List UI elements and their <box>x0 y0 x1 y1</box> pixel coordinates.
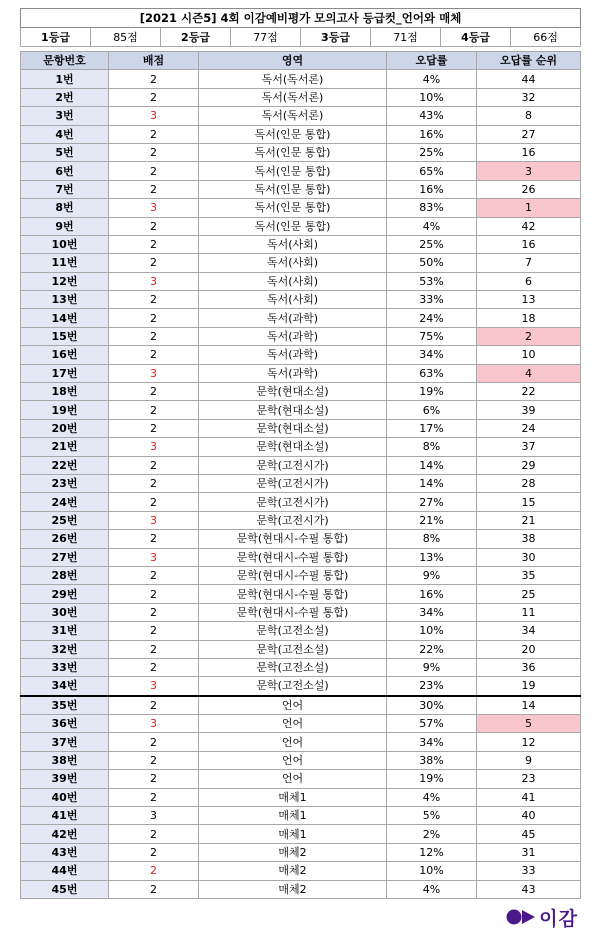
area-cell: 문학(고전시가) <box>199 493 387 511</box>
points-cell: 3 <box>109 677 199 696</box>
points-cell: 2 <box>109 640 199 658</box>
grade-1-score: 85점 <box>91 28 161 47</box>
table-row <box>21 346 581 364</box>
wrong-rate-cell: 6% <box>387 401 477 419</box>
wrong-rank-cell: 16 <box>477 235 581 253</box>
question-number-cell: 1번 <box>21 70 109 88</box>
table-row <box>21 548 581 566</box>
wrong-rank-cell: 35 <box>477 566 581 584</box>
wrong-rank-cell: 14 <box>477 696 581 715</box>
wrong-rate-cell: 9% <box>387 658 477 676</box>
table-row <box>21 438 581 456</box>
question-number-cell: 44번 <box>21 862 109 880</box>
table-row <box>21 364 581 382</box>
wrong-rate-cell: 33% <box>387 291 477 309</box>
area-cell: 매체1 <box>199 807 387 825</box>
wrong-rate-cell: 4% <box>387 217 477 235</box>
points-cell: 2 <box>109 309 199 327</box>
points-cell: 2 <box>109 474 199 492</box>
wrong-rank-cell: 37 <box>477 438 581 456</box>
table-row <box>21 88 581 106</box>
wrong-rate-cell: 13% <box>387 548 477 566</box>
wrong-rate-cell: 4% <box>387 880 477 898</box>
table-row <box>21 862 581 880</box>
logo-text: 이감 <box>539 907 578 930</box>
wrong-rate-cell: 17% <box>387 419 477 437</box>
question-number-cell: 35번 <box>21 696 109 715</box>
area-cell: 독서(독서론) <box>199 70 387 88</box>
area-cell: 문학(현대시-수필 통합) <box>199 548 387 566</box>
wrong-rank-cell: 41 <box>477 788 581 806</box>
area-cell: 문학(현대시-수필 통합) <box>199 603 387 621</box>
area-cell: 언어 <box>199 696 387 715</box>
points-cell: 2 <box>109 788 199 806</box>
area-cell: 독서(사회) <box>199 254 387 272</box>
question-number-cell: 12번 <box>21 272 109 290</box>
wrong-rank-cell: 23 <box>477 770 581 788</box>
question-number-cell: 30번 <box>21 603 109 621</box>
wrong-rank-cell: 11 <box>477 603 581 621</box>
title-row <box>21 9 581 28</box>
wrong-rate-cell: 4% <box>387 788 477 806</box>
wrong-rate-cell: 19% <box>387 770 477 788</box>
table-row <box>21 770 581 788</box>
question-number-cell: 3번 <box>21 107 109 125</box>
question-number-cell: 27번 <box>21 548 109 566</box>
question-number-cell: 40번 <box>21 788 109 806</box>
area-cell: 문학(현대시-수필 통합) <box>199 585 387 603</box>
table-row <box>21 640 581 658</box>
wrong-rate-cell: 4% <box>387 70 477 88</box>
area-cell: 독서(독서론) <box>199 88 387 106</box>
wrong-rank-cell: 33 <box>477 862 581 880</box>
wrong-rate-cell: 23% <box>387 677 477 696</box>
wrong-rank-cell: 29 <box>477 456 581 474</box>
table-row <box>21 327 581 345</box>
grade-4-label: 4등급 <box>441 28 511 47</box>
wrong-rate-cell: 65% <box>387 162 477 180</box>
wrong-rank-cell: 21 <box>477 511 581 529</box>
table-row <box>21 70 581 88</box>
area-cell: 문학(현대시-수필 통합) <box>199 566 387 584</box>
table-row <box>21 474 581 492</box>
area-cell: 매체2 <box>199 880 387 898</box>
wrong-rank-cell: 7 <box>477 254 581 272</box>
points-cell: 3 <box>109 272 199 290</box>
wrong-rate-cell: 9% <box>387 566 477 584</box>
question-table <box>20 51 581 899</box>
points-cell: 2 <box>109 862 199 880</box>
points-cell: 2 <box>109 696 199 715</box>
grade-3-label: 3등급 <box>301 28 371 47</box>
wrong-rate-cell: 83% <box>387 199 477 217</box>
wrong-rank-cell: 15 <box>477 493 581 511</box>
header-wrong-rank: 오답률 순위 <box>477 52 581 70</box>
area-cell: 언어 <box>199 770 387 788</box>
wrong-rank-cell: 31 <box>477 843 581 861</box>
points-cell: 2 <box>109 622 199 640</box>
wrong-rank-cell: 42 <box>477 217 581 235</box>
table-row <box>21 733 581 751</box>
table-row <box>21 696 581 715</box>
question-number-cell: 10번 <box>21 235 109 253</box>
points-cell: 2 <box>109 346 199 364</box>
points-cell: 2 <box>109 603 199 621</box>
area-cell: 독서(과학) <box>199 327 387 345</box>
table-row <box>21 603 581 621</box>
area-cell: 문학(고전시가) <box>199 511 387 529</box>
table-row <box>21 715 581 733</box>
wrong-rank-cell: 22 <box>477 383 581 401</box>
wrong-rank-cell: 38 <box>477 530 581 548</box>
area-cell: 독서(과학) <box>199 346 387 364</box>
wrong-rank-cell: 5 <box>477 715 581 733</box>
table-header-row <box>21 52 581 70</box>
question-number-cell: 37번 <box>21 733 109 751</box>
question-number-cell: 41번 <box>21 807 109 825</box>
area-cell: 독서(인문 통합) <box>199 217 387 235</box>
wrong-rate-cell: 21% <box>387 511 477 529</box>
area-cell: 문학(현대소설) <box>199 401 387 419</box>
wrong-rate-cell: 38% <box>387 751 477 769</box>
table-row <box>21 456 581 474</box>
wrong-rate-cell: 5% <box>387 807 477 825</box>
area-cell: 독서(인문 통합) <box>199 125 387 143</box>
points-cell: 2 <box>109 70 199 88</box>
wrong-rate-cell: 8% <box>387 530 477 548</box>
question-number-cell: 22번 <box>21 456 109 474</box>
area-cell: 문학(현대소설) <box>199 419 387 437</box>
question-number-cell: 4번 <box>21 125 109 143</box>
points-cell: 3 <box>109 199 199 217</box>
question-number-cell: 36번 <box>21 715 109 733</box>
table-row <box>21 511 581 529</box>
points-cell: 2 <box>109 419 199 437</box>
table-row <box>21 107 581 125</box>
table-row <box>21 751 581 769</box>
wrong-rate-cell: 2% <box>387 825 477 843</box>
area-cell: 문학(현대소설) <box>199 383 387 401</box>
wrong-rate-cell: 12% <box>387 843 477 861</box>
wrong-rate-cell: 63% <box>387 364 477 382</box>
table-row <box>21 677 581 696</box>
wrong-rate-cell: 16% <box>387 125 477 143</box>
area-cell: 독서(사회) <box>199 291 387 309</box>
points-cell: 3 <box>109 548 199 566</box>
wrong-rank-cell: 6 <box>477 272 581 290</box>
grade-4-score: 66점 <box>511 28 581 47</box>
question-number-cell: 28번 <box>21 566 109 584</box>
area-cell: 독서(독서론) <box>199 107 387 125</box>
wrong-rate-cell: 25% <box>387 235 477 253</box>
points-cell: 2 <box>109 327 199 345</box>
wrong-rank-cell: 34 <box>477 622 581 640</box>
area-cell: 문학(고전소설) <box>199 640 387 658</box>
points-cell: 2 <box>109 383 199 401</box>
grade-2-score: 77점 <box>231 28 301 47</box>
points-cell: 3 <box>109 438 199 456</box>
area-cell: 문학(현대시-수필 통합) <box>199 530 387 548</box>
question-number-cell: 26번 <box>21 530 109 548</box>
table-body <box>21 70 581 899</box>
table-row <box>21 825 581 843</box>
points-cell: 2 <box>109 530 199 548</box>
header-wrong-rate: 오답률 <box>387 52 477 70</box>
area-cell: 문학(고전소설) <box>199 622 387 640</box>
question-number-cell: 25번 <box>21 511 109 529</box>
question-number-cell: 43번 <box>21 843 109 861</box>
points-cell: 3 <box>109 107 199 125</box>
points-cell: 2 <box>109 125 199 143</box>
question-number-cell: 17번 <box>21 364 109 382</box>
question-number-cell: 18번 <box>21 383 109 401</box>
wrong-rank-cell: 19 <box>477 677 581 696</box>
wrong-rank-cell: 12 <box>477 733 581 751</box>
wrong-rank-cell: 30 <box>477 548 581 566</box>
question-number-cell: 42번 <box>21 825 109 843</box>
question-number-cell: 20번 <box>21 419 109 437</box>
question-number-cell: 6번 <box>21 162 109 180</box>
wrong-rank-cell: 9 <box>477 751 581 769</box>
table-row <box>21 217 581 235</box>
points-cell: 2 <box>109 162 199 180</box>
question-number-cell: 39번 <box>21 770 109 788</box>
wrong-rank-cell: 10 <box>477 346 581 364</box>
grade-2-label: 2등급 <box>161 28 231 47</box>
points-cell: 2 <box>109 180 199 198</box>
table-row <box>21 401 581 419</box>
summary-table <box>20 8 581 47</box>
question-number-cell: 13번 <box>21 291 109 309</box>
grade-cut-sheet <box>20 8 580 899</box>
wrong-rate-cell: 16% <box>387 585 477 603</box>
points-cell: 3 <box>109 807 199 825</box>
table-row <box>21 788 581 806</box>
logo-mark-icon <box>506 909 536 925</box>
points-cell: 2 <box>109 291 199 309</box>
table-row <box>21 254 581 272</box>
wrong-rate-cell: 57% <box>387 715 477 733</box>
points-cell: 2 <box>109 566 199 584</box>
question-number-cell: 33번 <box>21 658 109 676</box>
points-cell: 2 <box>109 843 199 861</box>
wrong-rate-cell: 30% <box>387 696 477 715</box>
wrong-rate-cell: 53% <box>387 272 477 290</box>
wrong-rank-cell: 20 <box>477 640 581 658</box>
question-number-cell: 8번 <box>21 199 109 217</box>
question-number-cell: 29번 <box>21 585 109 603</box>
question-number-cell: 34번 <box>21 677 109 696</box>
area-cell: 문학(고전소설) <box>199 677 387 696</box>
wrong-rate-cell: 43% <box>387 107 477 125</box>
wrong-rate-cell: 75% <box>387 327 477 345</box>
header-points: 배점 <box>109 52 199 70</box>
wrong-rank-cell: 32 <box>477 88 581 106</box>
table-row <box>21 807 581 825</box>
wrong-rate-cell: 14% <box>387 474 477 492</box>
table-row <box>21 658 581 676</box>
question-number-cell: 16번 <box>21 346 109 364</box>
table-row <box>21 291 581 309</box>
area-cell: 독서(사회) <box>199 272 387 290</box>
table-row <box>21 383 581 401</box>
points-cell: 2 <box>109 880 199 898</box>
wrong-rank-cell: 8 <box>477 107 581 125</box>
wrong-rank-cell: 27 <box>477 125 581 143</box>
wrong-rate-cell: 50% <box>387 254 477 272</box>
area-cell: 독서(인문 통합) <box>199 143 387 161</box>
wrong-rate-cell: 10% <box>387 88 477 106</box>
wrong-rate-cell: 34% <box>387 603 477 621</box>
area-cell: 독서(과학) <box>199 364 387 382</box>
table-row <box>21 530 581 548</box>
question-number-cell: 38번 <box>21 751 109 769</box>
table-row <box>21 143 581 161</box>
area-cell: 독서(인문 통합) <box>199 199 387 217</box>
igam-logo <box>506 905 578 929</box>
wrong-rank-cell: 4 <box>477 364 581 382</box>
question-number-cell: 14번 <box>21 309 109 327</box>
points-cell: 2 <box>109 235 199 253</box>
points-cell: 2 <box>109 658 199 676</box>
wrong-rate-cell: 10% <box>387 622 477 640</box>
points-cell: 3 <box>109 715 199 733</box>
question-number-cell: 5번 <box>21 143 109 161</box>
area-cell: 독서(인문 통합) <box>199 180 387 198</box>
wrong-rank-cell: 24 <box>477 419 581 437</box>
wrong-rate-cell: 16% <box>387 180 477 198</box>
area-cell: 언어 <box>199 733 387 751</box>
area-cell: 언어 <box>199 715 387 733</box>
points-cell: 3 <box>109 364 199 382</box>
wrong-rate-cell: 14% <box>387 456 477 474</box>
wrong-rank-cell: 16 <box>477 143 581 161</box>
table-row <box>21 622 581 640</box>
area-cell: 독서(과학) <box>199 309 387 327</box>
area-cell: 문학(현대소설) <box>199 438 387 456</box>
question-number-cell: 32번 <box>21 640 109 658</box>
points-cell: 2 <box>109 770 199 788</box>
wrong-rate-cell: 27% <box>387 493 477 511</box>
wrong-rate-cell: 25% <box>387 143 477 161</box>
grade-3-score: 71점 <box>371 28 441 47</box>
points-cell: 2 <box>109 733 199 751</box>
points-cell: 2 <box>109 217 199 235</box>
wrong-rate-cell: 34% <box>387 733 477 751</box>
question-number-cell: 7번 <box>21 180 109 198</box>
points-cell: 2 <box>109 88 199 106</box>
wrong-rate-cell: 10% <box>387 862 477 880</box>
header-question-number: 문항번호 <box>21 52 109 70</box>
wrong-rank-cell: 45 <box>477 825 581 843</box>
wrong-rank-cell: 28 <box>477 474 581 492</box>
wrong-rank-cell: 2 <box>477 327 581 345</box>
area-cell: 독서(사회) <box>199 235 387 253</box>
wrong-rank-cell: 25 <box>477 585 581 603</box>
wrong-rate-cell: 24% <box>387 309 477 327</box>
question-number-cell: 24번 <box>21 493 109 511</box>
area-cell: 문학(고전소설) <box>199 658 387 676</box>
question-number-cell: 31번 <box>21 622 109 640</box>
table-row <box>21 880 581 898</box>
table-row <box>21 309 581 327</box>
wrong-rate-cell: 34% <box>387 346 477 364</box>
wrong-rank-cell: 43 <box>477 880 581 898</box>
table-row <box>21 180 581 198</box>
sheet-title: [2021 시즌5] 4회 이감예비평가 모의고사 등급컷_언어와 매체 <box>21 9 581 28</box>
area-cell: 매체2 <box>199 843 387 861</box>
wrong-rate-cell: 19% <box>387 383 477 401</box>
area-cell: 독서(인문 통합) <box>199 162 387 180</box>
table-row <box>21 125 581 143</box>
table-row <box>21 162 581 180</box>
points-cell: 2 <box>109 825 199 843</box>
question-number-cell: 45번 <box>21 880 109 898</box>
points-cell: 3 <box>109 511 199 529</box>
wrong-rate-cell: 22% <box>387 640 477 658</box>
points-cell: 2 <box>109 143 199 161</box>
table-row <box>21 199 581 217</box>
wrong-rank-cell: 44 <box>477 70 581 88</box>
area-cell: 매체1 <box>199 788 387 806</box>
points-cell: 2 <box>109 254 199 272</box>
question-number-cell: 2번 <box>21 88 109 106</box>
question-number-cell: 19번 <box>21 401 109 419</box>
question-number-cell: 21번 <box>21 438 109 456</box>
question-number-cell: 23번 <box>21 474 109 492</box>
grade-cut-row <box>21 28 581 47</box>
wrong-rank-cell: 26 <box>477 180 581 198</box>
grade-1-label: 1등급 <box>21 28 91 47</box>
wrong-rate-cell: 8% <box>387 438 477 456</box>
wrong-rank-cell: 3 <box>477 162 581 180</box>
wrong-rank-cell: 39 <box>477 401 581 419</box>
table-row <box>21 419 581 437</box>
points-cell: 2 <box>109 493 199 511</box>
table-row <box>21 235 581 253</box>
points-cell: 2 <box>109 751 199 769</box>
points-cell: 2 <box>109 401 199 419</box>
table-row <box>21 843 581 861</box>
table-row <box>21 493 581 511</box>
question-number-cell: 15번 <box>21 327 109 345</box>
wrong-rank-cell: 40 <box>477 807 581 825</box>
area-cell: 문학(고전시가) <box>199 474 387 492</box>
table-row <box>21 585 581 603</box>
points-cell: 2 <box>109 585 199 603</box>
wrong-rank-cell: 13 <box>477 291 581 309</box>
points-cell: 2 <box>109 456 199 474</box>
wrong-rank-cell: 1 <box>477 199 581 217</box>
question-number-cell: 11번 <box>21 254 109 272</box>
table-row <box>21 272 581 290</box>
area-cell: 매체2 <box>199 862 387 880</box>
question-number-cell: 9번 <box>21 217 109 235</box>
header-area: 영역 <box>199 52 387 70</box>
table-row <box>21 566 581 584</box>
wrong-rank-cell: 18 <box>477 309 581 327</box>
area-cell: 매체1 <box>199 825 387 843</box>
area-cell: 문학(고전시가) <box>199 456 387 474</box>
area-cell: 언어 <box>199 751 387 769</box>
wrong-rank-cell: 36 <box>477 658 581 676</box>
